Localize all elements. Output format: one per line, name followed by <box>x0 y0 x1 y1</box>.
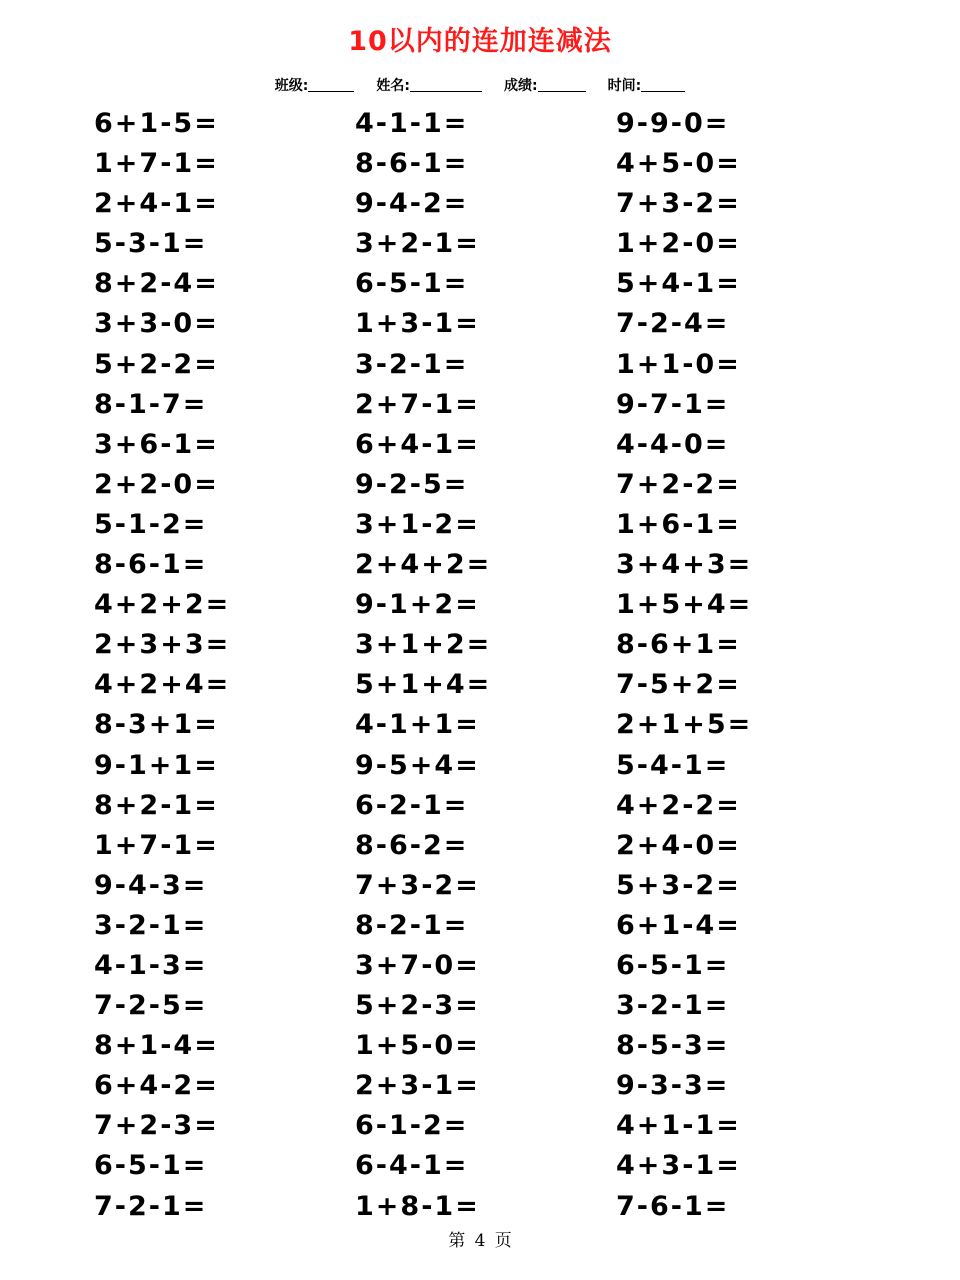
problem-item: 4-1+1= <box>355 709 480 741</box>
problem-item: 2+4-1= <box>94 188 219 220</box>
problem-item: 2+4+2= <box>355 549 492 581</box>
name-label: 姓名: <box>376 78 410 94</box>
problem-item: 8-6+1= <box>616 629 741 661</box>
problem-item: 2+3+3= <box>94 629 231 661</box>
problem-item: 5+2-3= <box>355 990 480 1022</box>
problem-item: 3+2-1= <box>355 228 480 260</box>
problem-column-2 <box>355 104 491 1227</box>
time-label: 时间: <box>607 78 642 94</box>
time-field <box>608 76 686 96</box>
problem-item: 8-6-1= <box>94 549 208 581</box>
name-field <box>376 76 482 96</box>
problem-item: 6-4-1= <box>355 1150 469 1182</box>
problem-item: 3+3-0= <box>94 308 219 340</box>
problem-item: 3+1+2= <box>355 629 492 661</box>
problem-item: 8-3+1= <box>94 709 219 741</box>
problem-item: 5+4-1= <box>616 268 741 300</box>
problem-item: 4+3-1= <box>616 1150 741 1182</box>
problem-item: 6-5-1= <box>616 949 730 981</box>
problem-item: 6+4-1= <box>355 428 480 460</box>
problem-item: 7-2-5= <box>94 990 208 1022</box>
problem-item: 1+5+4= <box>616 589 753 621</box>
problem-item: 7+3-2= <box>616 188 741 220</box>
class-field <box>275 76 355 96</box>
problem-item: 8-2-1= <box>355 909 469 941</box>
problem-item: 8+2-4= <box>94 268 219 300</box>
problem-item: 4-1-3= <box>94 949 208 981</box>
problem-item: 7-2-1= <box>94 1190 208 1222</box>
problem-item: 1+7-1= <box>94 829 219 861</box>
problem-item: 4+2-2= <box>616 789 741 821</box>
problem-item: 9-1+1= <box>94 749 219 781</box>
problem-item: 6+4-2= <box>94 1070 219 1102</box>
time-blank <box>641 89 685 92</box>
score-label: 成绩: <box>504 78 538 94</box>
problem-item: 2+7-1= <box>355 388 480 420</box>
problem-item: 8-6-2= <box>355 829 469 861</box>
problem-item: 1+6-1= <box>616 508 741 540</box>
problem-item: 9-3-3= <box>616 1070 730 1102</box>
problem-item: 2+1+5= <box>616 709 753 741</box>
problem-item: 4-4-0= <box>616 428 730 460</box>
problem-item: 5-4-1= <box>616 749 730 781</box>
problem-column-1 <box>94 104 230 1227</box>
problem-item: 5+3-2= <box>616 869 741 901</box>
problem-item: 9-4-3= <box>94 869 208 901</box>
page-title: 10以内的连加连减法 <box>348 26 612 57</box>
problem-item: 3-2-1= <box>616 990 730 1022</box>
problem-item: 2+2-0= <box>94 468 219 500</box>
problem-item: 6-1-2= <box>355 1110 469 1142</box>
problem-item: 2+4-0= <box>616 829 741 861</box>
problem-item: 4+5-0= <box>616 148 741 180</box>
problem-item: 9-7-1= <box>616 388 730 420</box>
problem-item: 3-2-1= <box>94 909 208 941</box>
problem-item: 7-5+2= <box>616 669 741 701</box>
problem-item: 7-6-1= <box>616 1190 730 1222</box>
problem-item: 6+1-4= <box>616 909 741 941</box>
problem-item: 8-5-3= <box>616 1030 730 1062</box>
problem-item: 9-2-5= <box>355 468 469 500</box>
problem-column-3 <box>616 104 752 1227</box>
problem-item: 3+7-0= <box>355 949 480 981</box>
problem-item: 8+1-4= <box>94 1030 219 1062</box>
problem-item: 4+2+2= <box>94 589 231 621</box>
problem-item: 2+3-1= <box>355 1070 480 1102</box>
problem-item: 6-5-1= <box>94 1150 208 1182</box>
problem-item: 4+1-1= <box>616 1110 741 1142</box>
problem-item: 5+2-2= <box>94 348 219 380</box>
problem-item: 8-6-1= <box>355 148 469 180</box>
student-info-line <box>0 72 960 96</box>
name-blank <box>410 89 482 92</box>
problem-item: 1+2-0= <box>616 228 741 260</box>
problem-item: 6-5-1= <box>355 268 469 300</box>
problem-item: 7+2-3= <box>94 1110 219 1142</box>
problem-item: 7+3-2= <box>355 869 480 901</box>
problem-item: 8+2-1= <box>94 789 219 821</box>
page-number: 第 4 页 <box>448 1231 512 1251</box>
problem-item: 1+1-0= <box>616 348 741 380</box>
score-field <box>504 76 586 96</box>
problem-item: 5-3-1= <box>94 228 208 260</box>
problem-item: 3-2-1= <box>355 348 469 380</box>
problem-item: 4+2+4= <box>94 669 231 701</box>
score-blank <box>538 89 586 92</box>
problem-item: 1+7-1= <box>94 148 219 180</box>
problem-item: 3+6-1= <box>94 428 219 460</box>
class-label: 班级: <box>274 78 309 94</box>
class-blank <box>308 89 354 92</box>
problem-item: 4-1-1= <box>355 108 469 139</box>
problem-item: 5-1-2= <box>94 508 208 540</box>
problem-item: 6+1-5= <box>94 108 219 139</box>
problem-item: 9-4-2= <box>355 188 469 220</box>
problem-item: 7+2-2= <box>616 468 741 500</box>
problem-item: 1+5-0= <box>355 1030 480 1062</box>
problem-item: 7-2-4= <box>616 308 730 340</box>
problem-item: 9-1+2= <box>355 589 480 621</box>
problem-item: 1+3-1= <box>355 308 480 340</box>
problem-item: 9-5+4= <box>355 749 480 781</box>
problem-item: 3+1-2= <box>355 508 480 540</box>
problem-item: 1+8-1= <box>355 1190 480 1222</box>
problem-item: 9-9-0= <box>616 108 730 139</box>
problem-item: 6-2-1= <box>355 789 469 821</box>
problem-item: 3+4+3= <box>616 549 753 581</box>
problem-item: 8-1-7= <box>94 388 208 420</box>
problem-item: 5+1+4= <box>355 669 492 701</box>
